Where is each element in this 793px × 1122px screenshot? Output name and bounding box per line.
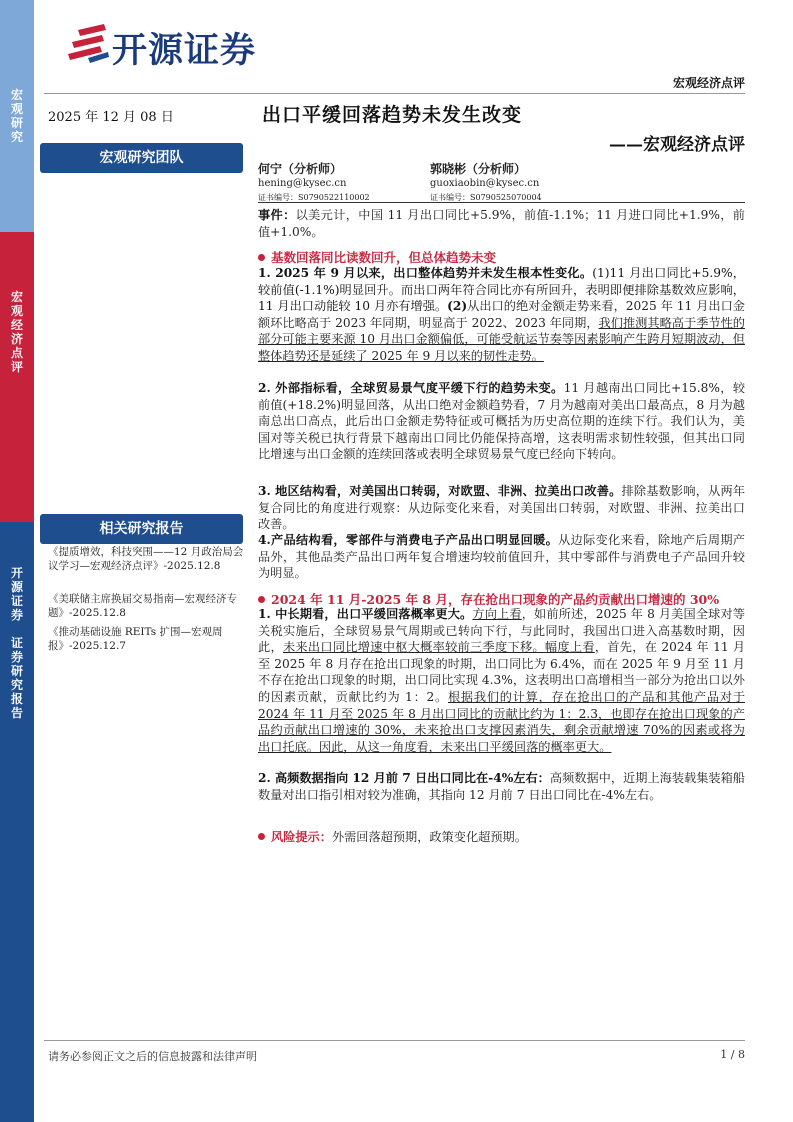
event-paragraph (258, 207, 745, 240)
paragraph-4: 4.产品结构看，零部件与消费电子产品出口明显回暖。从边际变化来看，除地产后周期产品外，其他品类产品出口两年复合增速均较前值回升，其中零部件与消费电子产品回升较为明显。 (258, 533, 745, 581)
bullet-icon (258, 596, 265, 603)
report-subtitle: ——宏观经济点评 (609, 135, 745, 155)
report-date: 2025 年 12 月 08 日 (48, 110, 174, 125)
related-report-link[interactable]: 《推动基础设施 REITs 扩围—宏观周报》-2025.12.7 (48, 626, 223, 652)
analyst-divider (258, 202, 745, 203)
event-label: 事件： (258, 208, 296, 222)
analyst-cert: 证书编号：S0790525070004 (430, 193, 542, 202)
paragraph-1: 1. 2025 年 9 月以来，出口整体趋势并未发生根本性变化。(1)11 月出口同比+5.9%，较前值(-1.1%)明显回升。而出口两年符合同比亦有所回升，表明即便排除基数效应影响，11 月出口动能较 10 月亦有增强。(2)从出口的绝对金额走势来看，2025 年 11 月出口金额环比略高于 2023 年同期，明显高于 2022、2023 年同期，我们推测其略高于季节性的部分可能主要来源 10 月出口金额偏低，可能受航运节奏等因素影响产生跨月短期波动，但整体趋势还是延续了 2025 年 9 月以来的韧性走势。 (258, 266, 745, 363)
paragraph-3: 3. 地区结构看，对美国出口转弱，对欧盟、非洲、拉美出口改善。排除基数影响，从两年复合同比的角度进行观察：从边际变化来看，对美国出口转弱，对欧盟、非洲、拉美出口改善。 (258, 484, 746, 532)
risk-paragraph (258, 829, 745, 846)
footer-divider (44, 1040, 745, 1041)
related-report-link[interactable]: 《提质增效，科技突围——12 月政治局会议学习—宏观经济点评》-2025.12.8 (48, 546, 244, 572)
header-divider (44, 93, 745, 94)
analyst-cert: 证书编号：S0790522110002 (258, 193, 370, 202)
paragraph-5: 1. 中长期看，出口平缓回落概率更大。方向上看，如前所述，2025 年 8 月美国全球对等关税实施后，全球贸易景气周期或已转向下行，与此同时，我国出口进入高基数时期，因此，未来出口同比增速中枢大概率较前三季度下移。幅度上看，首先，在 2024 年 11 月至 2025 年 8 月存在抢出口现象的时期，出口同比为 6.4%，而在 2025 年 9 月至 11 月不存在抢出口现象的时期，出口同比实现 4.3%，这表明出口高增相当一部分为抢出口以外的因素贡献，贡献比约为 1：2。根据我们的计算，存在抢出口的产品和其他产品对于 2024 年 11 月至 2025 年 8 月出口同比的贡献比约为 1：2.3，也即存在抢出口现象的产品约贡献出口增速的 30%，未来抢出口支撑因素消失，剩余贡献增速 70%的因素或将为出口托底。因此，从这一角度看，未来出口平缓回落的概率更大。 (258, 607, 746, 754)
related-report-link[interactable]: 《美联储主席换届交易指南—宏观经济专题》-2025.12.8 (48, 593, 237, 619)
event-text: 以美元计，中国 11 月出口同比+5.9%，前值-1.1%；11 月进口同比+1.9%，前值+1.0%。 (258, 208, 745, 239)
side-label-bottom: 开 源 证 券 证 券 研 究 报 告 (10, 566, 23, 720)
analyst-name: 何宁（分析师） (258, 162, 343, 176)
bullet-icon (258, 254, 265, 261)
analyst-email[interactable]: hening@kysec.cn (258, 178, 347, 189)
side-label-mid: 宏 观 经 济 点 评 (10, 290, 23, 374)
section-heading: 基数回落同比读数回升，但总体趋势未变 (258, 248, 496, 266)
footer-disclaimer: 请务必参阅正文之后的信息披露和法律声明 (48, 1050, 257, 1063)
bullet-icon (258, 833, 265, 840)
team-label: 宏观研究团队 (40, 143, 243, 173)
section-heading: 2024 年 11 月-2025 年 8 月，存在抢出口现象的产品约贡献出口增速的 30% (258, 590, 719, 608)
analyst-email[interactable]: guoxiaobin@kysec.cn (430, 178, 540, 189)
risk-label: 风险提示： (271, 830, 332, 844)
brand-name: 开源证券 (112, 31, 257, 71)
analyst-name: 郭晓彬（分析师） (430, 162, 527, 176)
paragraph-6: 2. 高频数据指向 12 月前 7 日出口同比在-4%左右：高频数据中，近期上海装载集装箱船数量对出口指引相对较为准确，其指向 12 月前 7 日出口同比在-4%左右。 (258, 771, 745, 802)
side-strip-mid (0, 232, 34, 522)
risk-text: 外需回落超预期，政策变化超预期。 (331, 830, 527, 844)
page-number: 1 / 8 (720, 1048, 745, 1061)
related-reports-label: 相关研究报告 (40, 514, 243, 544)
report-type-top: 宏观经济点评 (672, 76, 745, 90)
paragraph-2: 2. 外部指标看，全球贸易景气度平缓下行的趋势未变。11 月越南出口同比+15.8%，较前值(+18.2%)明显回落，从出口绝对金额趋势看，7 月为越南对美出口最高点，8 月为越南总出口高点，此后出口金额走势特征或可概括为历史高位期的连续下行。我们认为，美国对等关税已执行背景下越南出口同比仍能保持高增，这表明需求韧性较强，但其出口同比增速与出口金额的连续回落或表明全球贸易景气度已经向下转向。 (258, 381, 746, 462)
side-label-top: 宏 观 研 究 (10, 88, 23, 144)
report-title: 出口平缓回落趋势未发生改变 (262, 104, 523, 126)
